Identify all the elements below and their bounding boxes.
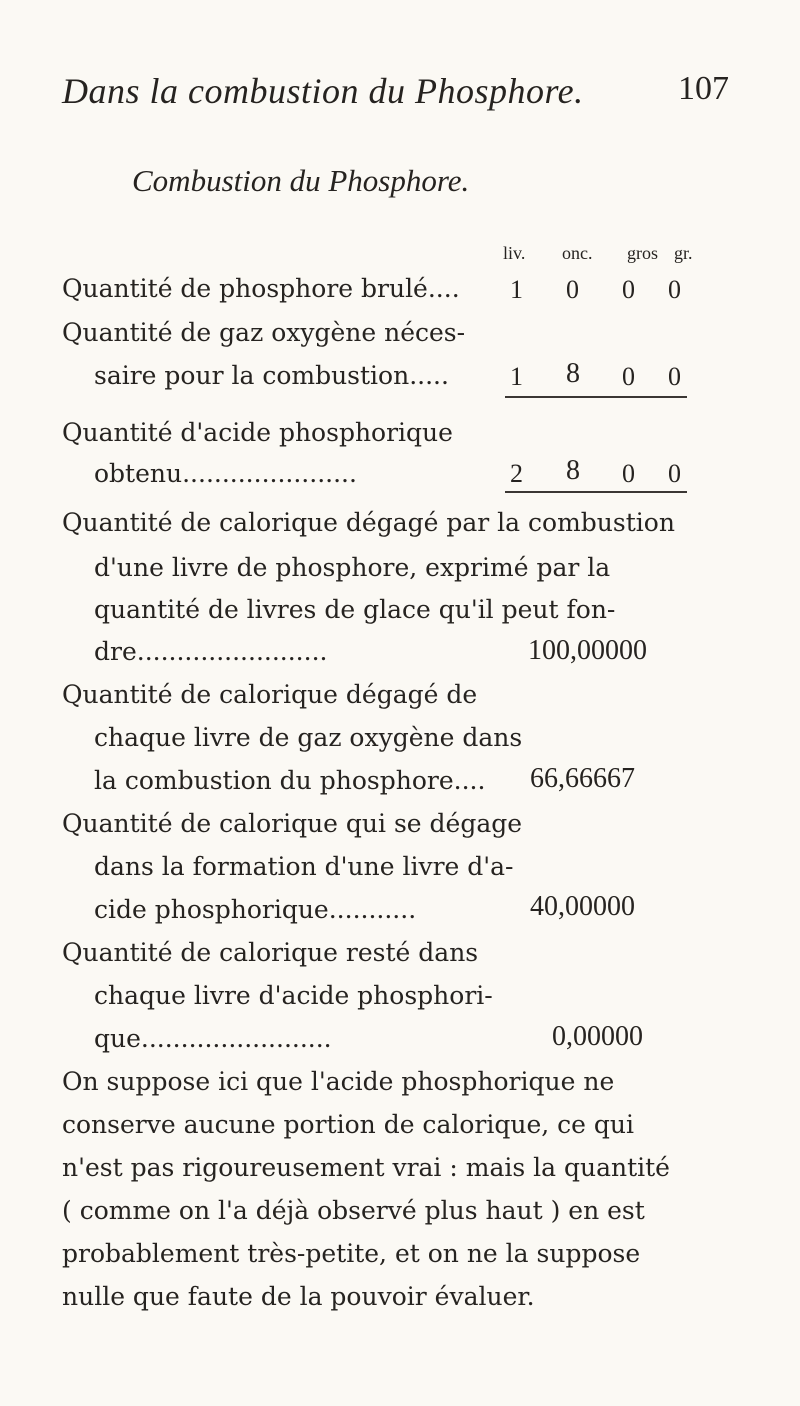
row-oxygene-onces: 8: [566, 358, 580, 389]
row-phosphore-livres: 1: [510, 275, 523, 304]
row-oxygene-grains: 0: [668, 362, 681, 391]
row-oxygene-label-line2: saire pour la combustion.....: [94, 361, 449, 390]
running-title: Dans la combustion du Phosphore.: [62, 71, 584, 111]
row-acide-onces: 8: [566, 455, 580, 486]
row-oxygene-livres: 1: [510, 362, 523, 391]
entry-formation-line2: dans la formation d'une livre d'a-: [94, 852, 514, 881]
entry-formation-line1: Quantité de calorique qui se dégage: [62, 809, 523, 838]
column-header-grains: gr.: [674, 243, 693, 263]
paragraph-line2: conserve aucune portion de calorique, ce qui: [62, 1110, 634, 1139]
paragraph-line1: On suppose ici que l'acide phosphorique ne: [62, 1067, 615, 1096]
entry-combustion-line4: dre........................: [94, 637, 328, 666]
entry-reste-value: 0,00000: [552, 1021, 643, 1052]
entry-reste-line3: que........................: [94, 1024, 332, 1053]
row-oxygene-label-line1: Quantité de gaz oxygène néces-: [62, 318, 466, 347]
entry-formation-value: 40,00000: [530, 891, 635, 922]
column-header-gros: gros: [627, 243, 658, 263]
entry-reste-line1: Quantité de calorique resté dans: [62, 938, 479, 967]
entry-oxygene-line2: chaque livre de gaz oxygène dans: [94, 723, 523, 752]
column-header-onces: onc.: [562, 243, 593, 263]
sum-rule-1: [505, 396, 687, 398]
column-header-livres: liv.: [503, 243, 526, 263]
entry-formation-line3: cide phosphorique...........: [94, 895, 417, 924]
row-oxygene-gros: 0: [622, 362, 635, 391]
row-phosphore-grains: 0: [668, 275, 681, 304]
entry-combustion-line2: d'une livre de phosphore, exprimé par la: [94, 553, 611, 582]
row-acide-grains: 0: [668, 459, 681, 488]
row-acide-label-line1: Quantité d'acide phosphorique: [62, 418, 453, 447]
entry-oxygene-value: 66,66667: [530, 763, 635, 794]
entry-oxygene-line3: la combustion du phosphore....: [94, 766, 486, 795]
paragraph-line4: ( comme on l'a déjà observé plus haut ) en est: [62, 1196, 645, 1225]
entry-combustion-line3: quantité de livres de glace qu'il peut fon-: [94, 595, 616, 624]
row-acide-gros: 0: [622, 459, 635, 488]
entry-combustion-value: 100,00000: [528, 635, 647, 666]
page-number: 107: [678, 70, 729, 107]
section-title: Combustion du Phosphore.: [132, 163, 470, 198]
row-phosphore-gros: 0: [622, 275, 635, 304]
paragraph-line6: nulle que faute de la pouvoir évaluer.: [62, 1282, 535, 1311]
entry-oxygene-line1: Quantité de calorique dégagé de: [62, 680, 478, 709]
paragraph-line5: probablement très-petite, et on ne la suppose: [62, 1239, 641, 1268]
entry-combustion-line1: Quantité de calorique dégagé par la combustion: [62, 508, 675, 537]
paragraph-line3: n'est pas rigoureusement vrai : mais la quantité: [62, 1153, 670, 1182]
entry-reste-line2: chaque livre d'acide phosphori-: [94, 981, 493, 1010]
sum-rule-2: [505, 491, 687, 493]
row-phosphore-onces: 0: [566, 275, 579, 304]
row-acide-label-line2: obtenu......................: [94, 459, 357, 488]
row-acide-livres: 2: [510, 459, 523, 488]
row-phosphore-label: Quantité de phosphore brulé....: [62, 274, 460, 303]
